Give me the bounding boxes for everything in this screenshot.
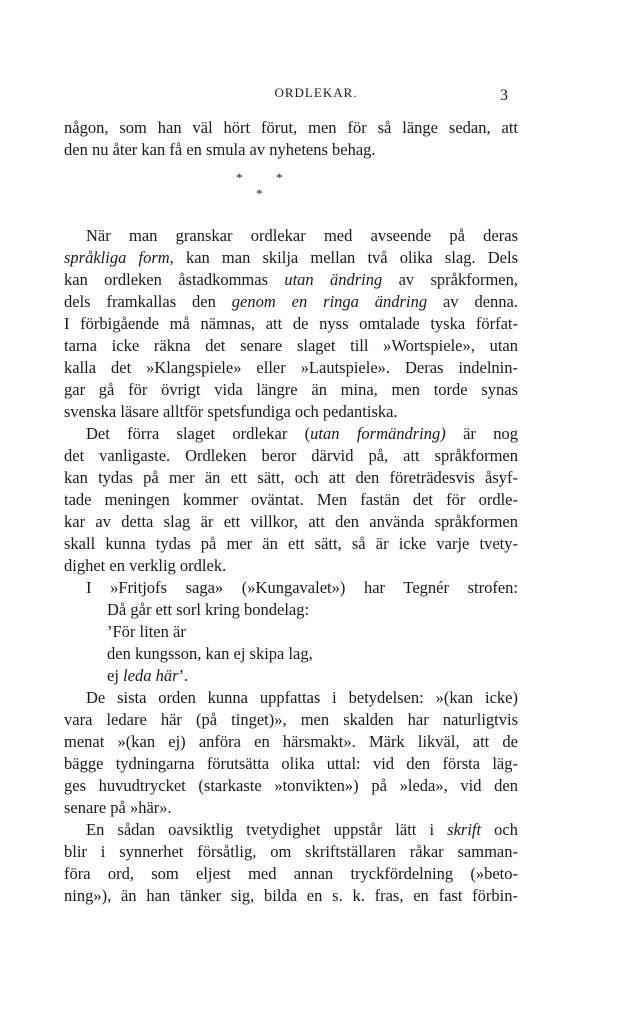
italic-phrase: skrift	[447, 820, 482, 839]
separator-star: *	[276, 170, 283, 185]
text-run: av språkformen,	[382, 270, 518, 289]
text-run: skall kunna tydas på mer än ett sätt, så är icke varje tvety-	[64, 534, 518, 553]
text-line	[86, 687, 518, 709]
text-run: gar gå för övrigt vida längre än mina, men torde synas	[64, 380, 518, 399]
verse-line	[107, 665, 188, 687]
text-run: ’.	[178, 666, 189, 685]
text-run: ’För liten är	[107, 622, 186, 641]
text-run: dighet en verklig ordlek.	[64, 556, 227, 575]
text-run: dels framkallas den	[64, 292, 232, 311]
text-line	[64, 247, 518, 269]
text-run: den kungsson, kan ej skipa lag,	[107, 644, 313, 663]
text-line	[64, 445, 518, 467]
text-run: är nog	[445, 424, 518, 443]
text-line	[64, 269, 518, 291]
text-run: av denna.	[427, 292, 518, 311]
text-run: ej	[107, 666, 124, 685]
text-line	[64, 335, 518, 357]
text-run: bägge tydningarna förutsätta olika uttal: vid den första läg-	[64, 754, 518, 773]
text-run: tarna icke räkna det senare slaget till »Wortspiele», utan	[64, 336, 518, 355]
text-line	[64, 709, 518, 731]
text-line	[64, 401, 518, 423]
text-line	[64, 357, 518, 379]
text-run: blir i synnerhet försåtlig, om skriftställaren råkar samman-	[64, 842, 518, 861]
text-run: svenska läsare alltför spetsfundiga och pedantiska.	[64, 402, 398, 421]
text-run: ning»), än han tänker sig, bilda en s. k. fras, en fast förbin-	[64, 886, 518, 905]
running-header-title: ORDLEKAR.	[274, 85, 358, 100]
italic-phrase: språkliga form	[64, 248, 170, 267]
text-line	[64, 489, 518, 511]
separator-star: *	[256, 186, 263, 201]
text-run: och	[481, 820, 519, 839]
text-run: kar av detta slag är ett villkor, att den använda språkformen	[64, 512, 518, 531]
text-run: tade meningen kommer oväntat. Men fastän det för ordle-	[64, 490, 518, 509]
verse-line	[107, 643, 313, 665]
text-run: kan ordleken åstadkommas	[64, 270, 285, 289]
text-line	[64, 511, 518, 533]
text-line	[64, 753, 518, 775]
verse-line	[107, 621, 186, 643]
text-line	[64, 117, 518, 139]
text-line	[64, 467, 518, 489]
italic-phrase: utan ändring	[284, 270, 383, 289]
text-line	[86, 423, 518, 445]
text-run: föra ord, som eljest med annan tryckfördelning (»beto-	[64, 864, 518, 883]
text-line	[64, 885, 518, 907]
text-run: När man granskar ordlekar med avseende på deras	[86, 226, 518, 245]
italic-phrase: leda här	[123, 666, 179, 685]
text-run: I »Fritjofs saga» (»Kungavalet») har Tegnér strofen:	[86, 578, 518, 597]
text-run: menat »(kan ej) anföra en härsmakt». Märk likväl, att de	[64, 732, 518, 751]
italic-phrase: utan formändring)	[310, 424, 446, 443]
text-run: den nu åter kan få en smula av nyhetens behag.	[64, 140, 376, 159]
text-run: vara ledare här (på tinget)», men skalden har naturligtvis	[64, 710, 518, 729]
text-line	[64, 797, 518, 819]
text-run: senare på »här».	[64, 798, 172, 817]
text-line	[64, 291, 518, 313]
text-line	[64, 863, 518, 885]
text-run: kalla det »Klangspiele» eller »Lautspiele». Deras indelnin-	[64, 358, 518, 377]
text-line	[64, 775, 518, 797]
text-line	[86, 225, 518, 247]
text-line	[64, 379, 518, 401]
text-run: ges huvudtrycket (starkaste »tonvikten») på »leda», vid den	[64, 776, 518, 795]
verse-line	[107, 599, 309, 621]
text-run: någon, som han väl hört förut, men för så länge sedan, att	[64, 118, 518, 137]
text-run: En sådan oavsiktlig tvetydighet uppstår lätt i	[86, 820, 448, 839]
text-run: De sista orden kunna uppfattas i betydelsen: »(kan icke)	[86, 688, 518, 707]
text-run: Då går ett sorl kring bondelag:	[107, 600, 310, 619]
text-line	[64, 533, 518, 555]
text-line	[64, 139, 518, 161]
text-line	[86, 819, 518, 841]
text-run: kan tydas på mer än ett sätt, och att den företrädesvis åsyf-	[64, 468, 518, 487]
text-line	[64, 313, 518, 335]
text-run: Det förra slaget ordlekar (	[86, 424, 311, 443]
text-line	[64, 841, 518, 863]
text-line	[86, 577, 518, 599]
page-number: 3	[500, 87, 508, 104]
italic-phrase: genom en ringa ändring	[231, 292, 428, 311]
text-run: I förbigående må nämnas, att de nyss omtalade tyska förfat-	[64, 314, 518, 333]
text-line	[64, 731, 518, 753]
separator-star: *	[236, 170, 243, 185]
text-run: det vanligaste. Ordleken beror därvid på, att språkformen	[64, 446, 518, 465]
text-line	[64, 555, 518, 577]
text-run: , kan man skilja mellan två olika slag. Dels	[169, 248, 518, 267]
